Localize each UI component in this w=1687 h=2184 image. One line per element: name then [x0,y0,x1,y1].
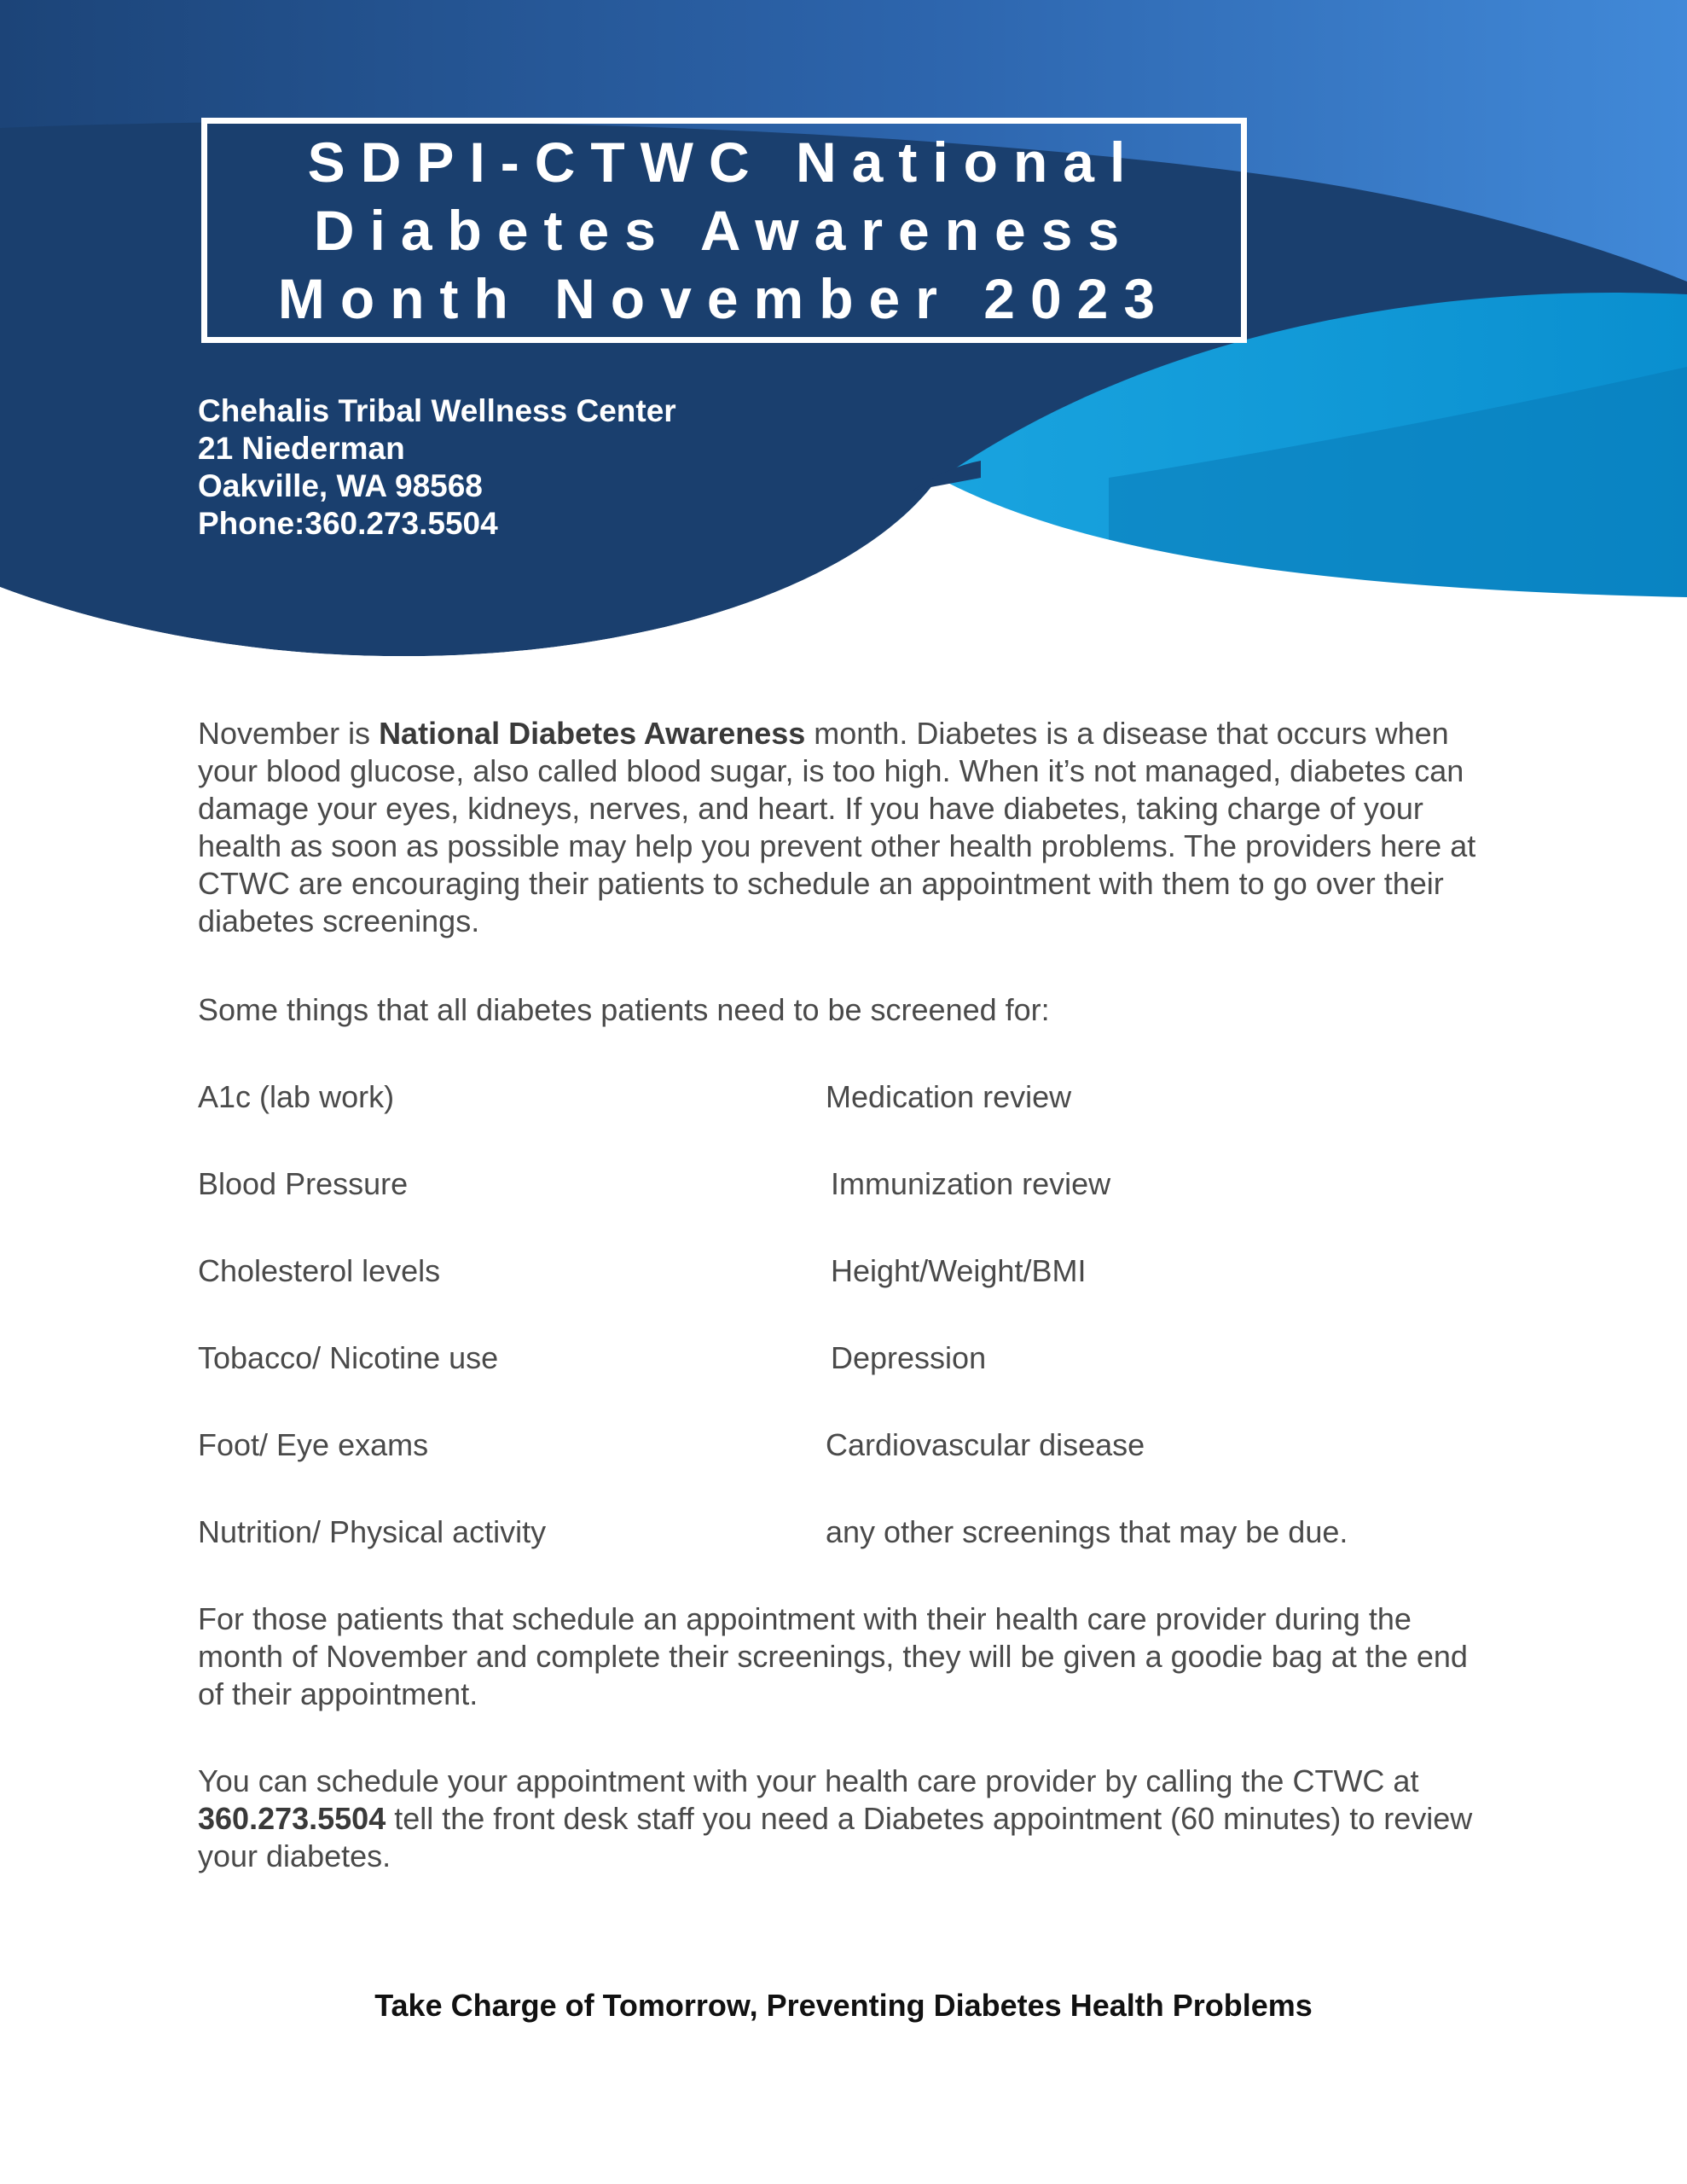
address-street: 21 Niederman [198,431,405,466]
address-city: Oakville, WA 98568 [198,468,483,503]
screening-item-left: Foot/ Eye exams [198,1427,429,1462]
title-line-3: Month November 2023 [277,267,1171,330]
screening-item-left: Nutrition/ Physical activity [198,1514,547,1549]
title-line-2: Diabetes Awareness [313,199,1135,262]
intro-prefix: November is [198,716,380,751]
intro-highlight: National Diabetes Awareness [379,716,806,751]
address-org: Chehalis Tribal Wellness Center [198,393,676,428]
address-block [198,392,676,543]
title-box [201,118,1247,343]
intro-rest: month. Diabetes is a disease that occurs when your blood glucose, also called blood sugar, is too high. When it’s not managed, diabetes can damage your eyes, kidneys, nerves, and heart. If you have diabetes, taking charge of your health as soon as possible may help you prevent other health problems. The providers here at CTWC are encouraging their patients to schedule an appointment with them to go over their diabetes screenings. [198,716,1476,938]
goodie-bag-paragraph: For those patients that schedule an appointment with their health care provider during the month of November and complete their screenings, they will be given a goodie bag at the end of their appointment. [198,1601,1468,1711]
tagline: Take Charge of Tomorrow, Preventing Diabetes Health Problems [374,1988,1313,2023]
schedule-rest: tell the front desk staff you need a Diabetes appointment (60 minutes) to review your diabetes. [198,1801,1473,1873]
schedule-prefix: You can schedule your appointment with your health care provider by calling the CTWC at [198,1763,1419,1798]
screening-item-left: Cholesterol levels [198,1253,441,1288]
screening-item-right: Immunization review [831,1166,1111,1201]
screening-item-right: Cardiovascular disease [826,1427,1145,1462]
schedule-paragraph [198,1763,1494,1875]
screening-item-right: Medication review [826,1079,1072,1114]
intro-paragraph [198,715,1494,940]
screening-item-left: Tobacco/ Nicotine use [198,1340,499,1375]
title-line-1: SDPI-CTWC National [307,131,1141,194]
screening-item-left: Blood Pressure [198,1166,409,1201]
address-phone: Phone:360.273.5504 [198,506,498,541]
screening-item-left: A1c (lab work) [198,1079,395,1114]
screening-heading: Some things that all diabetes patients need to be screened for: [198,992,1050,1027]
schedule-phone: 360.273.5504 [198,1801,386,1836]
screening-item-right: Height/Weight/BMI [831,1253,1087,1288]
screening-item-right: any other screenings that may be due. [826,1514,1348,1549]
screening-item-right: Depression [831,1340,987,1375]
